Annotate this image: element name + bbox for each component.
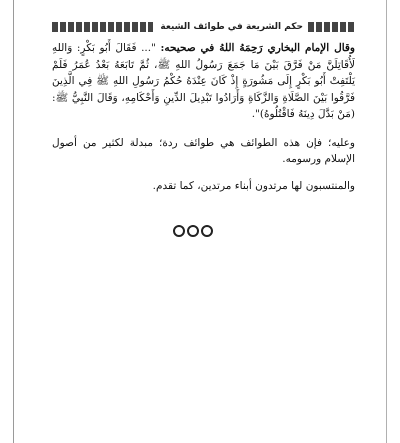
- running-header: [52, 21, 354, 33]
- page-border-right: [386, 0, 387, 443]
- ring-icon: [173, 225, 185, 237]
- header-ornament-right: [308, 22, 354, 32]
- quote-attribution: وقال الإمام البخاري رَحِمَهُ اللهُ في صحيحه:: [160, 42, 355, 54]
- paragraph-bukhari-quote: [52, 40, 355, 123]
- page-body: [52, 40, 355, 194]
- paragraph-affiliates: والمنتسبون لها مرتدون أبناء مرتدين، كما تقدم.: [152, 179, 355, 192]
- ring-icon: [201, 225, 213, 237]
- header-ornament-left: [52, 22, 153, 32]
- ring-icon: [187, 225, 199, 237]
- running-header-title: حكم الشريعة في طوائف الشيعة: [160, 22, 303, 32]
- section-end-ornament: [173, 224, 213, 238]
- paragraph-ruling: وعليه؛ فإن هذه الطوائف هي طوائف ردة؛ مبدلة لكثير من أصول الإسلام ورسومه.: [52, 136, 355, 165]
- quote-text: "... فَقَالَ أَبُو بَكْرٍ: وَاللهِ لَأُقَاتِلَنَّ مَنْ فَرَّقَ بَيْنَ مَا جَمَعَ رَسُولُ اللهِ ﷺ، ثُمَّ تَابَعَهُ بَعْدُ عُمَرُ فَلَمْ يَلْتَفِتْ أَبُو بَكْرٍ إِلَى مَشُورَةٍ إِذْ كَانَ عِنْدَهُ حُكْمُ رَسُولِ اللهِ ﷺ فِي الَّذِينَ فَرَّقُوا بَيْنَ الصَّلَاةِ وَالزَّكَاةِ وَأَرَادُوا تَبْدِيلَ الدِّينِ وَأَحْكَامِهِ، وَقَالَ النَّبِيُّ ﷺ: (مَنْ بَدَّلَ دِينَهُ فَاقْتُلُوهُ)".: [52, 42, 355, 120]
- page-border-left: [13, 0, 14, 443]
